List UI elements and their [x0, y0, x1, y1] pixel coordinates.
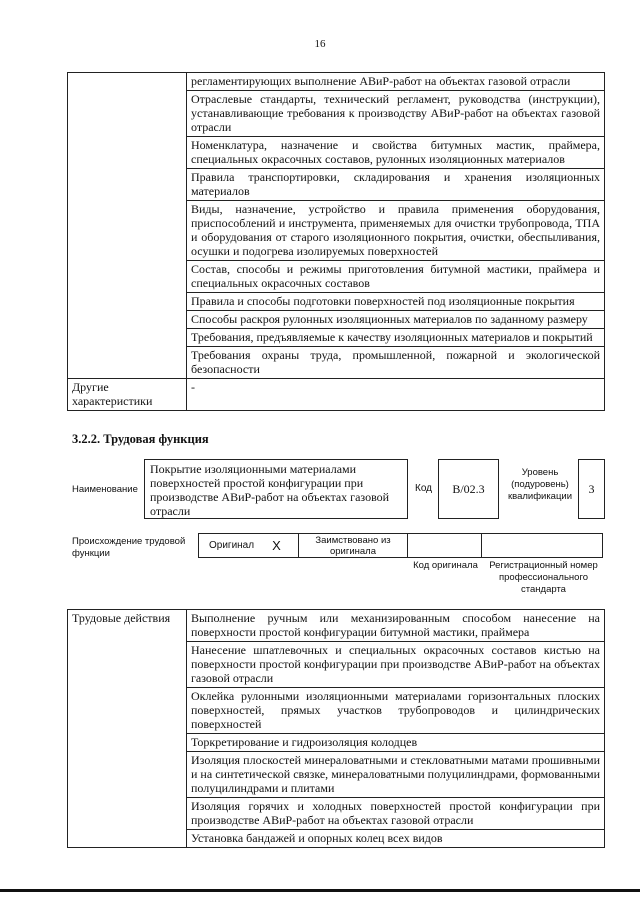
- table-cell: Правила транспортировки, складирования и хранения изоляционных материалов: [187, 169, 605, 201]
- origin-label: Происхождение трудовой функции: [72, 536, 186, 559]
- function-name-box: Покрытие изоляционными материалами поверхностей простой конфигурации при производстве АВиР-работ на объектах газовой отрасли: [144, 459, 408, 519]
- original-cell: [198, 533, 299, 558]
- actions-label: Трудовые действия: [68, 610, 187, 848]
- table-cell: Оклейка рулонными изоляционными материалами горизонтальных плоских поверхностей, прямых участков трубопроводов и цилиндрических поверхностей: [187, 688, 605, 734]
- reg-number-label: Регистрационный номер профессионального стандарта: [489, 560, 598, 595]
- table-left-cell-empty: [68, 73, 187, 379]
- other-characteristics-label: Другие характеристики: [68, 379, 187, 411]
- actions-table: [67, 609, 605, 848]
- original-mark: X: [272, 538, 281, 553]
- knowledge-table: [67, 72, 605, 411]
- code-label: Код: [415, 483, 433, 494]
- code-box: В/02.3: [438, 459, 499, 519]
- table-cell: Требования охраны труда, промышленной, пожарной и экологической безопасности: [187, 347, 605, 379]
- reg-number-cell: [481, 533, 603, 558]
- table-cell: Способы раскроя рулонных изоляционных материалов по заданному размеру: [187, 311, 605, 329]
- table-cell: Виды, назначение, устройство и правила применения оборудования, приспособлений и инструмента, применяемых для очистки трубопровода, ТПА и оборудования от старого изоляционного покрытия, очистки, обеспыливания, осушки и подогрева изолируемых поверхностей: [187, 201, 605, 261]
- table-cell: Изоляция горячих и холодных поверхностей простой конфигурации при производстве АВиР-работ на объектах газовой отрасли: [187, 798, 605, 830]
- page-number: 16: [314, 38, 326, 50]
- table-row: [68, 610, 605, 642]
- table-cell: Правила и способы подготовки поверхностей под изоляционные покрытия: [187, 293, 605, 311]
- other-characteristics-value: -: [187, 379, 605, 411]
- table-cell: Изоляция плоскостей минераловатными и стекловатными матами прошивными и на синтетической связке, минераловатными полуцилиндрами, формованными полуцилиндрами и плитами: [187, 752, 605, 798]
- original-label: Оригинал: [209, 540, 255, 551]
- table-cell: Отраслевые стандарты, технический регламент, руководства (инструкции), устанавливающие требования к производству АВиР-работ на объектах газовой отрасли: [187, 91, 605, 137]
- code-original-label: Код оригинала: [413, 560, 478, 571]
- table-cell: Нанесение шпатлевочных и специальных окрасочных составов кистью на поверхности простой конфигурации при производстве АВиР-работ на объектах газовой отрасли: [187, 642, 605, 688]
- name-label: Наименование: [72, 484, 138, 495]
- code-original-cell: [407, 533, 482, 558]
- table-cell: Требования, предъявляемые к качеству изоляционных материалов и покрытий: [187, 329, 605, 347]
- section-heading: 3.2.2. Трудовая функция: [72, 432, 209, 446]
- level-label: Уровень (подуровень) квалификации: [507, 467, 573, 502]
- table-cell: Выполнение ручным или механизированным способом нанесение на поверхности простой конфигурации битумной мастики, праймера: [187, 610, 605, 642]
- table-cell: Состав, способы и режимы приготовления битумной мастики, праймера и специальных окрасочных составов: [187, 261, 605, 293]
- table-cell: регламентирующих выполнение АВиР-работ на объектах газовой отрасли: [187, 73, 605, 91]
- table-row: [68, 73, 605, 91]
- bottom-rule: [0, 889, 640, 892]
- table-cell: Номенклатура, назначение и свойства битумных мастик, праймера, специальных окрасочных составов, рулонных изоляционных материалов: [187, 137, 605, 169]
- origin-row: [199, 533, 603, 558]
- borrowed-cell: Заимствовано из оригинала: [298, 533, 408, 558]
- level-box: 3: [578, 459, 605, 519]
- table-cell: Установка бандажей и опорных колец всех видов: [187, 830, 605, 848]
- table-cell: Торкретирование и гидроизоляция колодцев: [187, 734, 605, 752]
- table-row: [68, 379, 605, 411]
